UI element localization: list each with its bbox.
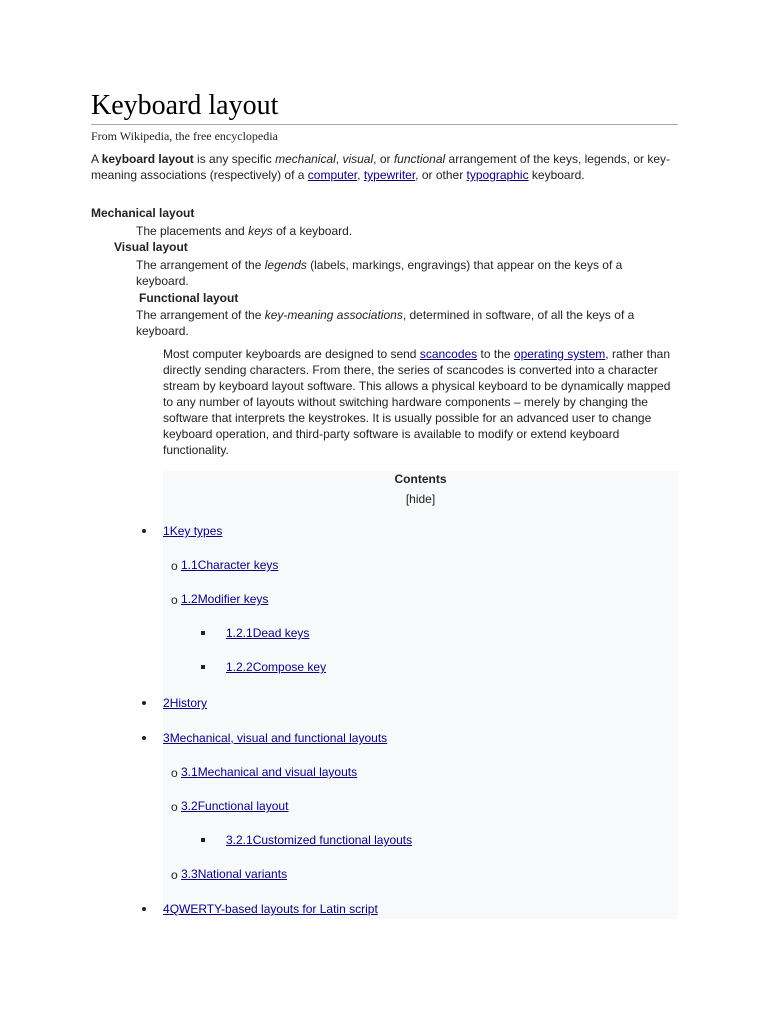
bullet-icon — [142, 701, 146, 705]
definition-mechanical-layout — [136, 223, 681, 239]
link-operating-system[interactable]: operating system — [513, 347, 606, 361]
definition-text: The arrangement of the — [136, 258, 265, 272]
toc-text: QWERTY-based layouts for Latin script — [169, 902, 378, 916]
toc-item-mechanical-visual-functional[interactable] — [163, 730, 387, 746]
intro-italic: functional — [393, 152, 446, 166]
toc-number: 1.2.1 — [226, 626, 253, 640]
intro-paragraph — [91, 151, 681, 183]
toc-number: 1 — [163, 524, 170, 538]
toc-text: Key types — [169, 524, 223, 538]
intro-text: is any specific — [193, 152, 276, 166]
square-bullet-icon — [201, 838, 205, 842]
square-bullet-icon — [201, 665, 205, 669]
toc-text: Compose key — [252, 660, 327, 674]
definition-italic: key-meaning associations — [264, 308, 403, 322]
definition-text: , determined in software, of all the keys of a keyboard. — [136, 308, 635, 338]
toc-number: 4 — [163, 902, 170, 916]
circle-bullet-icon: o — [171, 868, 178, 882]
toc-number: 3.2.1 — [226, 833, 253, 847]
tagline: From Wikipedia, the free encyclopedia — [91, 129, 278, 143]
intro-italic: visual — [342, 152, 374, 166]
term-functional-layout: Functional layout — [139, 291, 239, 305]
toc-text: Character keys — [197, 558, 279, 572]
square-bullet-icon — [201, 631, 205, 635]
intro-italic: mechanical — [275, 152, 336, 166]
definition-text: The arrangement of the — [136, 308, 265, 322]
intro-text: , — [357, 168, 364, 182]
term-visual-layout: Visual layout — [114, 240, 188, 254]
title-divider — [91, 124, 678, 125]
toc-item-dead-keys[interactable] — [226, 625, 309, 641]
body-text: , rather than directly sending characters. From there, the series of scancodes is converted into a character stream by keyboard layout software. This allows a physical keyboard to be dynamically mapped to any number of layouts without switching hardware components – merely by changing the software that interprets the keystrokes. It is usually possible for an advanced user to change keyboard operation, and third-party software is available to modify or extend keyboard functionality. — [163, 347, 671, 457]
toc-item-national-variants[interactable] — [181, 866, 287, 882]
toc-number: 1.2.2 — [226, 660, 253, 674]
circle-bullet-icon: o — [171, 800, 178, 814]
bullet-icon — [142, 529, 146, 533]
toc-text: History — [169, 696, 208, 710]
definition-italic: keys — [248, 224, 273, 238]
intro-text: A — [91, 152, 102, 166]
intro-text: , or — [373, 152, 394, 166]
definition-text: of a keyboard. — [272, 224, 353, 238]
toc-number: 1.2 — [181, 592, 198, 606]
table-of-contents — [163, 471, 678, 919]
toc-number: 3.3 — [181, 867, 198, 881]
intro-text: , — [335, 152, 343, 166]
intro-text: keyboard. — [528, 168, 585, 182]
link-typewriter[interactable]: typewriter — [363, 168, 416, 182]
toc-hide-toggle[interactable]: [hide] — [405, 492, 436, 506]
toc-number: 3 — [163, 731, 170, 745]
bullet-icon — [142, 907, 146, 911]
toc-item-modifier-keys[interactable] — [181, 591, 268, 607]
intro-bold-term: keyboard layout — [101, 152, 194, 166]
link-computer[interactable]: computer — [307, 168, 358, 182]
toc-item-compose-key[interactable] — [226, 659, 326, 675]
definition-italic: legends — [264, 258, 307, 272]
page-title: Keyboard layout — [91, 90, 279, 121]
body-text: to the — [477, 347, 514, 361]
toc-text: Dead keys — [252, 626, 310, 640]
circle-bullet-icon: o — [171, 593, 178, 607]
toc-title: Contents — [394, 472, 447, 486]
body-text: Most computer keyboards are designed to send — [163, 347, 420, 361]
toc-text: Modifier keys — [197, 592, 269, 606]
circle-bullet-icon: o — [171, 559, 178, 573]
link-scancodes[interactable]: scancodes — [419, 347, 478, 361]
toc-number: 2 — [163, 696, 170, 710]
toc-number: 3.1 — [181, 765, 198, 779]
toc-text: Mechanical and visual layouts — [197, 765, 358, 779]
toc-item-functional-layout[interactable] — [181, 798, 288, 814]
toc-text: Customized functional layouts — [252, 833, 413, 847]
toc-text: National variants — [197, 867, 288, 881]
toc-item-character-keys[interactable] — [181, 557, 278, 573]
link-typographic[interactable]: typographic — [466, 168, 529, 182]
toc-item-qwerty-layouts[interactable] — [163, 901, 378, 917]
toc-item-mechanical-visual-layouts[interactable] — [181, 764, 357, 780]
toc-text: Functional layout — [197, 799, 289, 813]
definition-visual-layout — [136, 257, 678, 289]
toc-item-key-types[interactable] — [163, 523, 222, 539]
definition-text: The placements and — [136, 224, 249, 238]
circle-bullet-icon: o — [171, 766, 178, 780]
intro-text: arrangement of the keys, legends, or key-meaning associations (respectively) of a — [91, 152, 670, 182]
toc-item-customized-functional-layouts[interactable] — [226, 832, 412, 848]
toc-text: Mechanical, visual and functional layouts — [169, 731, 388, 745]
toc-number: 3.2 — [181, 799, 198, 813]
body-paragraph — [163, 346, 678, 458]
definition-functional-layout — [136, 307, 678, 339]
definition-text: (labels, markings, engravings) that appear on the keys of a keyboard. — [136, 258, 623, 288]
toc-item-history[interactable] — [163, 695, 207, 711]
intro-text: , or other — [415, 168, 467, 182]
bullet-icon — [142, 736, 146, 740]
term-mechanical-layout: Mechanical layout — [91, 206, 195, 220]
toc-number: 1.1 — [181, 558, 198, 572]
